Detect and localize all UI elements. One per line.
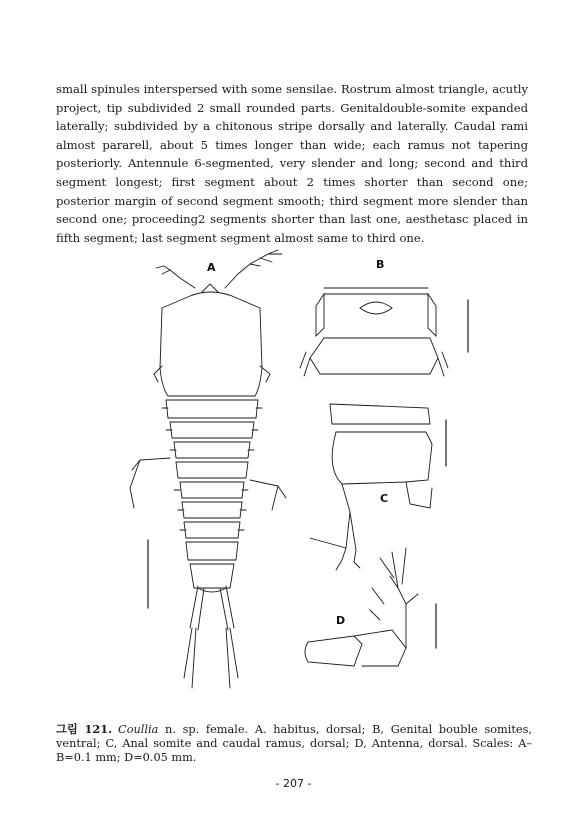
panel-label-d: D <box>336 614 346 627</box>
habitus-drawing <box>130 250 286 688</box>
genital-somites-drawing <box>300 288 448 376</box>
body-paragraph: small spinules interspersed with some sensilae. Rostrum almost triangle, acutly project, tip subdivided 2 small rounded parts. Genitaldouble-somite expanded laterally; subdivided by a chitonous stripe dorsally and laterally. Caudal rami almost pararell, about 5 times longer than wide; each ramus not tapering posteriorly. Antennule 6-segmented, very slender and long; second and third segment longest; first segment about 2 times shorter than second one; posterior margin of second segment smooth; third segment more slender than second one; proceeding2 segments shorter than last one, aesthetasc placed in fifth segment; last segment segment almost same to third one. <box>56 82 528 245</box>
anal-somite-drawing <box>310 404 432 570</box>
caption-number: 121. <box>84 722 113 736</box>
caption-prefix: 그림 <box>56 723 78 736</box>
antenna-drawing <box>305 548 418 666</box>
page-number: - 207 - <box>275 777 312 790</box>
panel-label-b: B <box>376 258 385 271</box>
figure-121 <box>110 248 490 710</box>
panel-label-c: C <box>380 492 389 505</box>
figure-caption <box>56 722 532 765</box>
panel-label-a: A <box>207 261 216 274</box>
caption-genus: Coullia <box>118 723 159 736</box>
figure-illustration <box>110 248 490 710</box>
caption-text: n. sp. female. A. habitus, dorsal; B, Genital bouble somites, ventral; C, Anal somite and caudal ramus, dorsal; D, Antenna, dorsal. Scales: A–B=0.1 mm; D=0.05 mm. <box>56 723 532 764</box>
